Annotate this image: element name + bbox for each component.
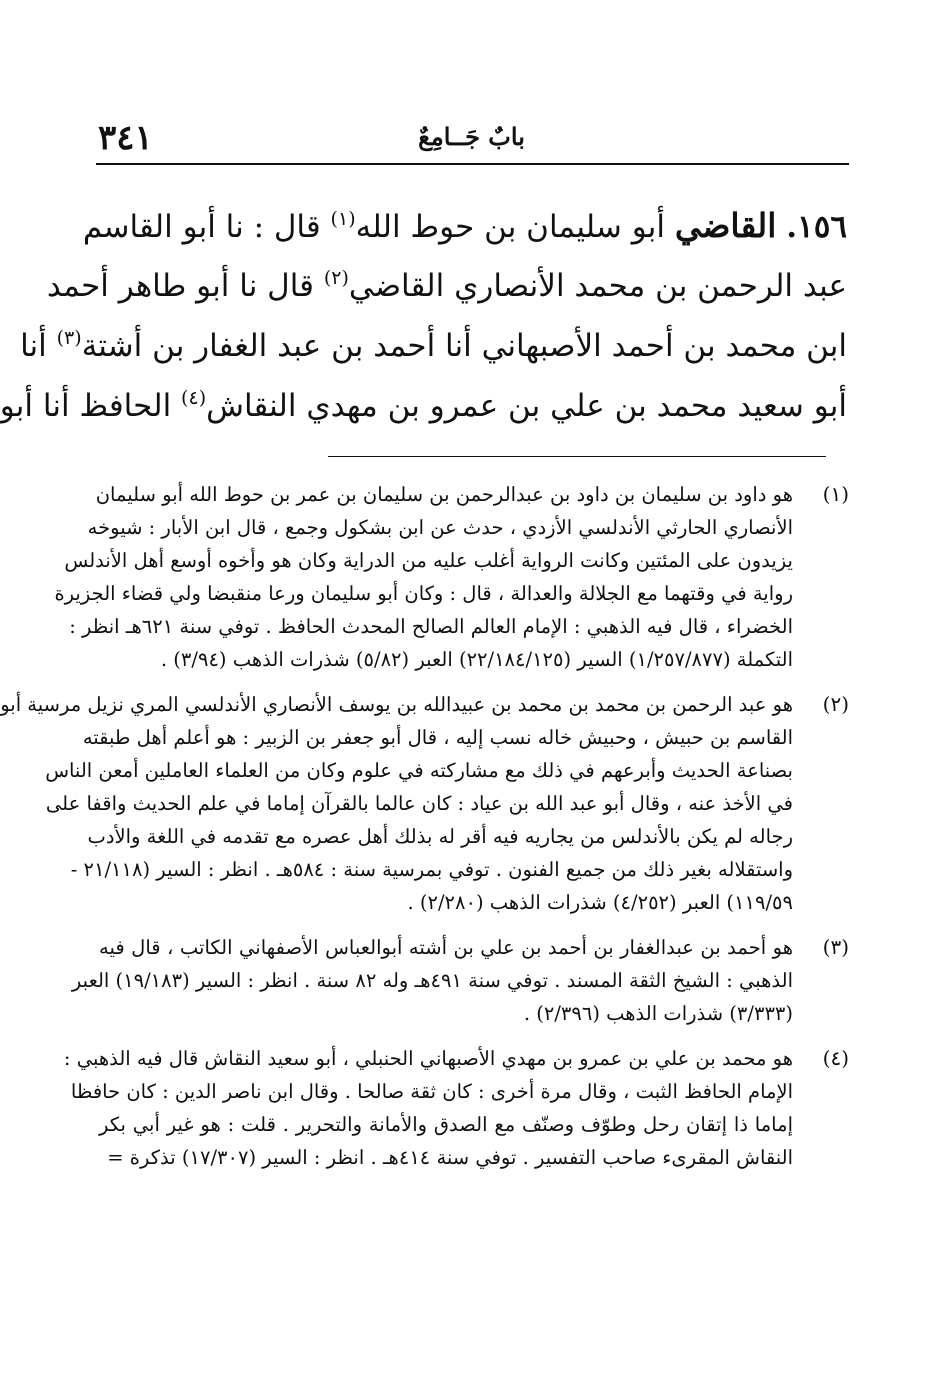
entry-text: أبو سليمان بن حوط الله xyxy=(355,209,666,245)
entry-line xyxy=(20,316,847,376)
footnote-line: رجاله لم يكن بالأندلس من يجاريه فيه أقر له بذلك أهل عصره مع تقدمه في اللغة والأدب xyxy=(87,825,793,848)
footnote-line: التكملة (١/٢٥٧/٨٧٧) السير (٢٢/١٨٤/١٢٥) العبر (٥/٨٢) شذرات الذهب (٣/٩٤) . xyxy=(160,648,793,671)
footnote-line: هو عبد الرحمن بن محمد بن محمد بن عبيدالله بن يوسف الأنصاري الأندلسي المري نزيل مرسية أبو xyxy=(0,693,793,716)
main-entry xyxy=(0,196,847,436)
footnote-line: الخضراء ، قال فيه الذهبي : الإمام العالم الصالح المحدث الحافظ . توفي سنة ٦٢١هـ انظر : xyxy=(69,615,793,638)
footnote-1 xyxy=(54,478,849,676)
entry-text: ابن محمد بن أحمد الأصبهاني أنا أحمد بن عبد الغفار بن أشتة xyxy=(81,328,847,364)
footnote-line: (٣/٣٣٣) شذرات الذهب (٢/٣٩٦) . xyxy=(523,1002,793,1025)
footnote-line: إماما ذا إتقان رحل وطوّف وصنّف مع الصدق والأمانة والتحرير . قلت : هو غير أبي بكر xyxy=(99,1113,793,1136)
header-rule xyxy=(96,163,849,165)
footnote-line: واستقلاله بغير ذلك من جميع الفنون . توفي بمرسية سنة : ٥٨٤هـ . انظر : السير (٢١/١١٨ - xyxy=(70,858,793,881)
footnote-3 xyxy=(71,931,849,1030)
footnote-line: بصناعة الحديث وأبرعهم في ذلك مع مشاركته في علوم وكان من العلماء العاملين أمعن الناس xyxy=(45,759,793,782)
entry-text: قال نا أبو طاهر أحمد xyxy=(46,268,324,304)
footnote-label: (٢) xyxy=(822,692,849,716)
footnotes xyxy=(0,478,849,1186)
entry-text: أنا xyxy=(20,328,57,364)
footnote-ref[interactable]: (٢) xyxy=(323,267,349,289)
footnote-line: هو داود بن سليمان بن داود بن عبدالرحمن بن سليمان بن عمر بن حوط الله أبو سليمان xyxy=(95,483,793,506)
entry-line xyxy=(82,196,847,256)
entry-number: ١٥٦. xyxy=(786,209,847,245)
page-number: ٣٤١ xyxy=(98,118,153,158)
footnote-line: هو أحمد بن عبدالغفار بن أحمد بن علي بن أشته أبوالعباس الأصفهاني الكاتب ، قال فيه xyxy=(99,936,793,959)
entry-line xyxy=(0,376,847,436)
footnote-separator xyxy=(328,456,826,457)
entry-text: أبو سعيد محمد بن علي بن عمرو بن مهدي النقاش xyxy=(206,388,847,424)
footnote-line: الإمام الحافظ الثبت ، وقال مرة أخرى : كان ثقة صالحا . وقال ابن ناصر الدين : كان حافظا xyxy=(70,1080,793,1103)
footnote-line: النقاش المقرىء صاحب التفسير . توفي سنة ٤١٤هـ . انظر : السير (١٧/٣٠٧) تذكرة = xyxy=(107,1146,793,1169)
footnote-line: القاسم بن حبيش ، وحبيش خاله نسب إليه ، قال أبو جعفر بن الزبير : هو أعلم أهل طبقته xyxy=(82,726,793,749)
footnote-4 xyxy=(63,1042,849,1174)
running-head xyxy=(98,118,845,168)
footnote-ref[interactable]: (١) xyxy=(330,208,356,230)
footnote-ref[interactable]: (٣) xyxy=(56,327,82,349)
entry-text: عبد الرحمن بن محمد الأنصاري القاضي xyxy=(348,268,847,304)
chapter-title: بابٌ جَــامِعٌ xyxy=(418,122,525,151)
footnote-label: (٤) xyxy=(822,1046,849,1070)
entry-keyword: القاضي xyxy=(674,206,777,245)
footnote-line: يزيدون على المئتين وكانت الرواية أغلب عليه من الدراية وكان هو وأخوه أوسع أهل الأندلس xyxy=(64,549,793,572)
footnote-label: (١) xyxy=(822,482,849,506)
footnote-line: الذهبي : الشيخ الثقة المسند . توفي سنة ٤٩١هـ وله ٨٢ سنة . انظر : السير (١٩/١٨٣) العبر xyxy=(71,969,793,992)
footnote-line: في الأخذ عنه ، وقال أبو عبد الله بن عياد : كان عالما بالقرآن إماما في علم الحديث واقفا على xyxy=(45,792,793,815)
footnote-label: (٣) xyxy=(822,935,849,959)
footnote-2 xyxy=(0,688,849,919)
entry-line xyxy=(46,256,847,316)
footnote-line: ١١٩/٥٩) العبر (٤/٢٥٢) شذرات الذهب (٢/٢٨٠) . xyxy=(407,891,793,914)
entry-text: الحافظ أنا أبو xyxy=(0,388,182,424)
footnote-ref[interactable]: (٤) xyxy=(181,387,207,409)
entry-text: قال : نا أبو القاسم xyxy=(82,209,331,245)
footnote-line: هو محمد بن علي بن عمرو بن مهدي الأصبهاني الحنبلي ، أبو سعيد النقاش قال فيه الذهبي : xyxy=(63,1047,793,1070)
footnote-line: رواية في وقتهما مع الجلالة والعدالة ، قال : وكان أبو سليمان ورعا منقبضا ولي قضاء الجزيرة xyxy=(54,582,793,605)
footnote-line: الأنصاري الحارثي الأندلسي الأزدي ، حدث عن ابن بشكول وجمع ، قال ابن الأبار : شيوخه xyxy=(87,516,793,539)
